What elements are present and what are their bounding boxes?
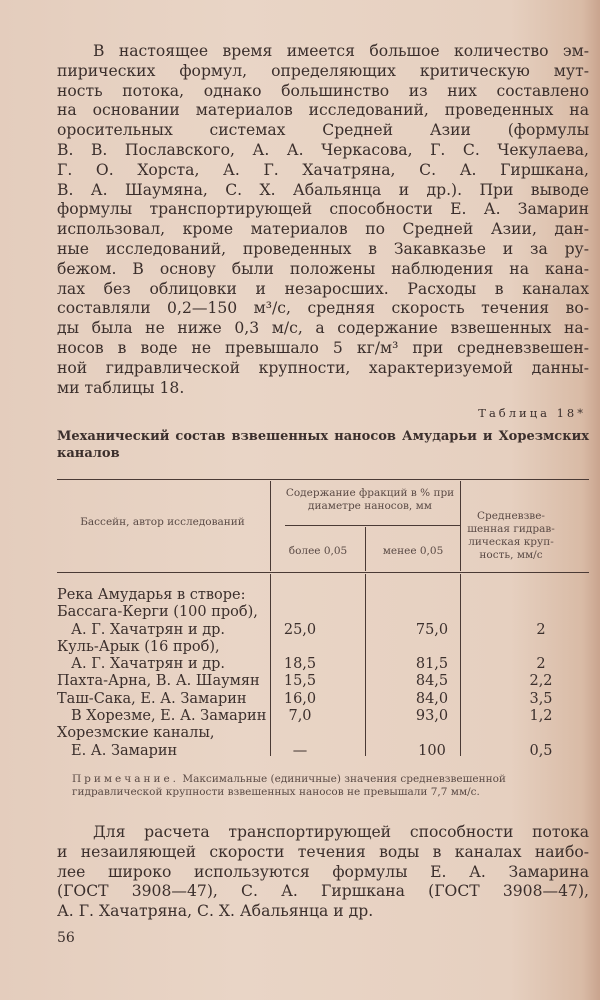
table-header-rule — [57, 572, 589, 573]
cell-less: 93,0 — [415, 708, 449, 725]
text-line: ность потока, однако большинство из них составлено — [57, 81, 589, 100]
cell-more: 15,5 — [283, 673, 317, 690]
cell-size: 3,5 — [529, 690, 553, 707]
text-line: использовал, кроме материалов по Средней Азии, дан- — [57, 220, 589, 239]
text-line: лее широко используются формулы Е. А. Замарина — [57, 862, 589, 881]
cell-less: 100 — [418, 742, 446, 759]
cell-more: 25,0 — [283, 621, 317, 638]
row-name: Бассага-Керги (100 проб), — [57, 604, 258, 621]
note-label: Примечание. — [72, 773, 180, 785]
header-more: более 0,05 — [288, 545, 348, 557]
cell-less: 84,5 — [415, 673, 449, 690]
header-divider — [285, 525, 460, 526]
cell-size: 2 — [536, 656, 546, 673]
text-line: оросительных системах Средней Азии (формулы — [57, 121, 589, 140]
row-name: Таш-Сака, Е. А. Замарин — [57, 690, 247, 707]
text-line: составляли 0,2—150 м³/с, средняя скорость течения во- — [57, 299, 589, 318]
row-name: В Хорезме, Е. А. Замарин — [71, 708, 267, 725]
text-line: Г. О. Хорста, А. Г. Хачатряна, С. А. Гиршкана, — [57, 160, 589, 179]
cell-more: 7,0 — [288, 708, 312, 725]
text-line: носов в воде не превышало 5 кг/м³ при средневзвешен- — [57, 338, 589, 357]
table-title-line: каналов — [57, 446, 120, 461]
text-line: Для расчета транспортирующей способности потока — [93, 823, 589, 841]
cell-size: 2,2 — [529, 673, 553, 690]
column-divider — [460, 481, 461, 571]
page-number: 56 — [57, 930, 75, 946]
header-less: менее 0,05 — [382, 545, 444, 557]
text-line: ной гидравлической крупности, характеризуемой данны- — [57, 358, 589, 377]
row-name: Пахта-Арна, В. А. Шаумян — [57, 673, 260, 690]
cell-less: 84,0 — [415, 690, 449, 707]
text-line: В. А. Шаумяна, С. Х. Абальянца и др.). При выводе — [57, 180, 589, 199]
text-line: и незаиляющей скорости течения воды в каналах наибо- — [57, 842, 589, 861]
text-line: пирических формул, определяющих критическую мут- — [57, 61, 589, 80]
row-name: А. Г. Хачатрян и др. — [71, 656, 226, 673]
cell-more: 18,5 — [283, 656, 317, 673]
text-line: В настоящее время имеется большое количество эм- — [93, 42, 589, 60]
text-line: В. В. Пославского, А. А. Черкасова, Г. С. Чекулаева, — [57, 140, 589, 159]
table-note — [72, 773, 590, 799]
cell-size: 1,2 — [529, 708, 553, 725]
text-line: формулы транспортирующей способности Е. А. Замарин — [57, 200, 589, 219]
table-caption: Таблица 18* — [478, 406, 586, 420]
table-top-rule — [57, 479, 589, 480]
text-line: на основании материалов исследований, проведенных на — [57, 101, 589, 120]
row-name: Хорезмские каналы, — [57, 725, 215, 742]
text-line: ды была не ниже 0,3 м/с, а содержание взвешенных на- — [57, 319, 589, 338]
cell-more: — — [292, 742, 308, 759]
row-name: Е. А. Замарин — [71, 742, 178, 759]
table-title — [57, 428, 589, 462]
cell-less: 75,0 — [415, 621, 449, 638]
text-line: ми таблицы 18. — [57, 378, 185, 397]
header-size: Средневзве-шенная гидрав-лическая круп-ность, мм/с — [467, 510, 555, 561]
table-title-line: Механический состав взвешенных наносов Амударьи и Хорезмских — [57, 429, 589, 444]
column-divider — [365, 574, 366, 756]
text-line: (ГОСТ 3908—47), С. А. Гиршкана (ГОСТ 3908—47), — [57, 882, 589, 901]
row-name: Река Амударья в створе: — [57, 587, 246, 603]
cell-size: 2 — [536, 621, 546, 638]
paragraph-2 — [57, 823, 589, 922]
header-fractions: Содержание фракций в % при диаметре наносов, мм — [285, 487, 455, 512]
text-line: лах без облицовки и незаросших. Расходы в каналах — [57, 279, 589, 298]
text-line: А. Г. Хачатряна, С. Х. Абальянца и др. — [57, 902, 374, 921]
header-basin: Бассейн, автор исследований — [80, 516, 245, 528]
text-line: ные исследований, проведенных в Закавказье и за ру- — [57, 239, 589, 258]
row-name: А. Г. Хачатрян и др. — [71, 621, 226, 638]
note-text: Максимальные (единичные) значения средневзвешенной гидравлической крупности взвешенных наносов не превышали 7,7 мм/с. — [72, 773, 506, 798]
cell-less: 81,5 — [415, 656, 449, 673]
cell-size: 0,5 — [529, 742, 553, 759]
text-line: бежом. В основу были положены наблюдения на кана- — [57, 259, 589, 278]
cell-more: 16,0 — [283, 690, 317, 707]
paragraph-1 — [57, 42, 589, 398]
row-name: Куль-Арык (16 проб), — [57, 638, 220, 655]
column-divider — [270, 481, 271, 571]
